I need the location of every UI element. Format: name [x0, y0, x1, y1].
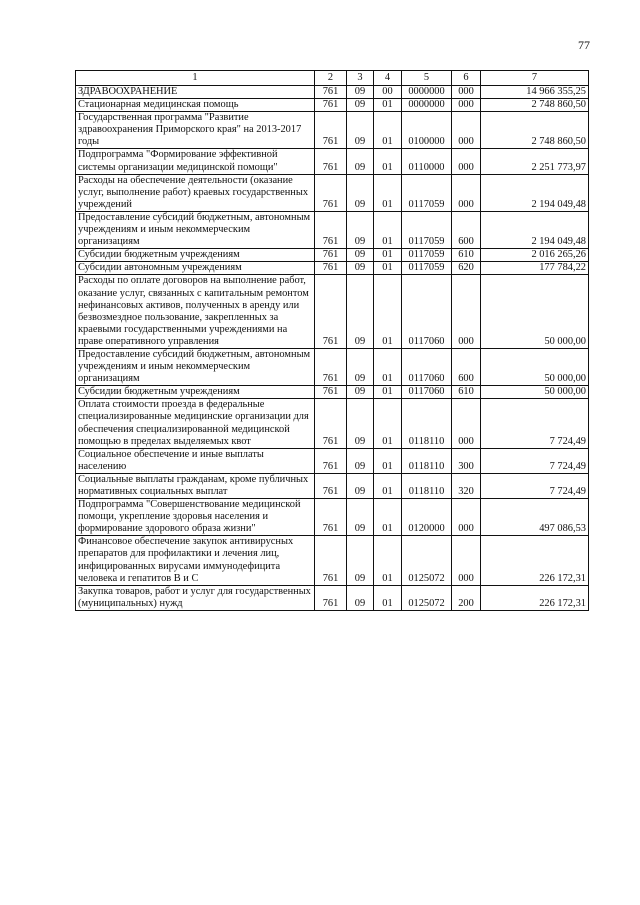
row-subsection: 01: [374, 174, 402, 211]
row-expense-type: 300: [452, 448, 481, 473]
row-expense-type: 200: [452, 585, 481, 610]
row-name: Субсидии автономным учреждениям: [76, 262, 315, 275]
row-ved: 761: [315, 262, 347, 275]
row-amount: 14 966 355,25: [481, 86, 589, 99]
row-target-article: 0125072: [402, 585, 452, 610]
budget-table: [75, 70, 589, 611]
row-name: Расходы на обеспечение деятельности (оказание услуг, выполнение работ) краевых государственных учреждений: [76, 174, 315, 211]
row-expense-type: 000: [452, 174, 481, 211]
header-col-7: 7: [481, 71, 589, 86]
row-subsection: 01: [374, 112, 402, 149]
row-target-article: 0118110: [402, 399, 452, 448]
row-expense-type: 600: [452, 348, 481, 385]
row-name: Субсидии бюджетным учреждениям: [76, 249, 315, 262]
row-ved: 761: [315, 99, 347, 112]
row-subsection: 01: [374, 348, 402, 385]
row-ved: 761: [315, 174, 347, 211]
row-section: 09: [347, 112, 374, 149]
row-name: Расходы по оплате договоров на выполнение работ, оказание услуг, связанных с капитальным ремонтом нефинансовых активов, полученных в аренду или безвозмездное пользование, закрепленных за краевыми государственными учреждениями на праве оперативного управления: [76, 275, 315, 349]
row-target-article: 0117060: [402, 348, 452, 385]
row-expense-type: 000: [452, 99, 481, 112]
row-expense-type: 000: [452, 149, 481, 174]
table-row: [76, 499, 589, 536]
table-row: [76, 86, 589, 99]
table-row: [76, 174, 589, 211]
row-subsection: 01: [374, 249, 402, 262]
header-col-5: 5: [402, 71, 452, 86]
table-row: [76, 262, 589, 275]
row-expense-type: 610: [452, 249, 481, 262]
table-row: [76, 112, 589, 149]
row-expense-type: 000: [452, 86, 481, 99]
table-row: [76, 211, 589, 248]
row-target-article: 0100000: [402, 112, 452, 149]
row-ved: 761: [315, 249, 347, 262]
row-expense-type: 000: [452, 536, 481, 585]
row-name: Социальное обеспечение и иные выплаты населению: [76, 448, 315, 473]
row-name: Социальные выплаты гражданам, кроме публичных нормативных социальных выплат: [76, 473, 315, 498]
row-target-article: 0117059: [402, 211, 452, 248]
row-section: 09: [347, 448, 374, 473]
row-ved: 761: [315, 348, 347, 385]
table-row: [76, 399, 589, 448]
row-expense-type: 320: [452, 473, 481, 498]
row-section: 09: [347, 99, 374, 112]
row-expense-type: 610: [452, 386, 481, 399]
row-section: 09: [347, 249, 374, 262]
row-ved: 761: [315, 149, 347, 174]
row-ved: 761: [315, 275, 347, 349]
row-section: 09: [347, 386, 374, 399]
row-amount: 177 784,22: [481, 262, 589, 275]
table-row: [76, 99, 589, 112]
row-subsection: 01: [374, 473, 402, 498]
row-amount: 226 172,31: [481, 585, 589, 610]
row-subsection: 01: [374, 585, 402, 610]
row-name: Подпрограмма "Формирование эффективной системы организации медицинской помощи": [76, 149, 315, 174]
row-section: 09: [347, 174, 374, 211]
row-section: 09: [347, 149, 374, 174]
row-target-article: 0118110: [402, 473, 452, 498]
table-row: [76, 149, 589, 174]
row-subsection: 01: [374, 99, 402, 112]
table-row: [76, 249, 589, 262]
row-section: 09: [347, 211, 374, 248]
row-subsection: 01: [374, 211, 402, 248]
row-section: 09: [347, 585, 374, 610]
row-subsection: 01: [374, 499, 402, 536]
row-expense-type: 620: [452, 262, 481, 275]
row-target-article: 0000000: [402, 99, 452, 112]
row-target-article: 0117059: [402, 249, 452, 262]
row-expense-type: 000: [452, 499, 481, 536]
row-name: Государственная программа "Развитие здравоохранения Приморского края" на 2013-2017 годы: [76, 112, 315, 149]
row-name: Подпрограмма "Совершенствование медицинской помощи, укрепление здоровья населения и формирование здорового образа жизни": [76, 499, 315, 536]
table-row: [76, 585, 589, 610]
row-amount: 2 194 049,48: [481, 174, 589, 211]
row-expense-type: 000: [452, 275, 481, 349]
row-section: 09: [347, 473, 374, 498]
row-name: ЗДРАВООХРАНЕНИЕ: [76, 86, 315, 99]
table-row: [76, 275, 589, 349]
row-amount: 50 000,00: [481, 275, 589, 349]
table-row: [76, 448, 589, 473]
row-target-article: 0117059: [402, 262, 452, 275]
row-amount: 2 748 860,50: [481, 99, 589, 112]
row-subsection: 00: [374, 86, 402, 99]
row-amount: 2 251 773,97: [481, 149, 589, 174]
row-amount: 226 172,31: [481, 536, 589, 585]
row-amount: 7 724,49: [481, 399, 589, 448]
row-amount: 50 000,00: [481, 348, 589, 385]
row-ved: 761: [315, 499, 347, 536]
row-subsection: 01: [374, 536, 402, 585]
row-name: Субсидии бюджетным учреждениям: [76, 386, 315, 399]
row-target-article: 0117060: [402, 275, 452, 349]
header-col-6: 6: [452, 71, 481, 86]
row-name: Предоставление субсидий бюджетным, автономным учреждениям и иным некоммерческим организациям: [76, 348, 315, 385]
row-subsection: 01: [374, 448, 402, 473]
row-ved: 761: [315, 211, 347, 248]
row-amount: 7 724,49: [481, 448, 589, 473]
row-target-article: 0125072: [402, 536, 452, 585]
row-amount: 7 724,49: [481, 473, 589, 498]
row-subsection: 01: [374, 386, 402, 399]
table-row: [76, 348, 589, 385]
row-subsection: 01: [374, 399, 402, 448]
row-target-article: 0117060: [402, 386, 452, 399]
header-row: [76, 71, 589, 86]
header-col-3: 3: [347, 71, 374, 86]
page-number: 77: [578, 38, 590, 52]
row-section: 09: [347, 399, 374, 448]
row-expense-type: 000: [452, 112, 481, 149]
row-name: Оплата стоимости проезда в федеральные специализированные медицинские организации для обеспечения специализированной медицинской помощью в пределах выделяемых квот: [76, 399, 315, 448]
row-target-article: 0120000: [402, 499, 452, 536]
row-target-article: 0110000: [402, 149, 452, 174]
row-ved: 761: [315, 448, 347, 473]
row-ved: 761: [315, 399, 347, 448]
row-section: 09: [347, 499, 374, 536]
row-amount: 50 000,00: [481, 386, 589, 399]
row-amount: 2 748 860,50: [481, 112, 589, 149]
table-row: [76, 536, 589, 585]
row-amount: 2 194 049,48: [481, 211, 589, 248]
row-ved: 761: [315, 473, 347, 498]
row-section: 09: [347, 536, 374, 585]
row-target-article: 0118110: [402, 448, 452, 473]
row-target-article: 0000000: [402, 86, 452, 99]
row-amount: 2 016 265,26: [481, 249, 589, 262]
row-expense-type: 600: [452, 211, 481, 248]
row-subsection: 01: [374, 149, 402, 174]
header-col-2: 2: [315, 71, 347, 86]
row-ved: 761: [315, 536, 347, 585]
row-subsection: 01: [374, 275, 402, 349]
row-section: 09: [347, 86, 374, 99]
row-section: 09: [347, 348, 374, 385]
row-name: Финансовое обеспечение закупок антивирусных препаратов для профилактики и лечения лиц, инфицированных вирусами иммунодефицита человека и гепатитов В и С: [76, 536, 315, 585]
header-col-1: 1: [76, 71, 315, 86]
row-ved: 761: [315, 86, 347, 99]
table-row: [76, 386, 589, 399]
header-col-4: 4: [374, 71, 402, 86]
row-subsection: 01: [374, 262, 402, 275]
row-section: 09: [347, 262, 374, 275]
row-ved: 761: [315, 386, 347, 399]
row-name: Предоставление субсидий бюджетным, автономным учреждениям и иным некоммерческим организациям: [76, 211, 315, 248]
table-row: [76, 473, 589, 498]
row-name: Закупка товаров, работ и услуг для государственных (муниципальных) нужд: [76, 585, 315, 610]
row-amount: 497 086,53: [481, 499, 589, 536]
row-ved: 761: [315, 112, 347, 149]
row-ved: 761: [315, 585, 347, 610]
row-expense-type: 000: [452, 399, 481, 448]
row-name: Стационарная медицинская помощь: [76, 99, 315, 112]
row-target-article: 0117059: [402, 174, 452, 211]
table-body: [76, 86, 589, 611]
row-section: 09: [347, 275, 374, 349]
